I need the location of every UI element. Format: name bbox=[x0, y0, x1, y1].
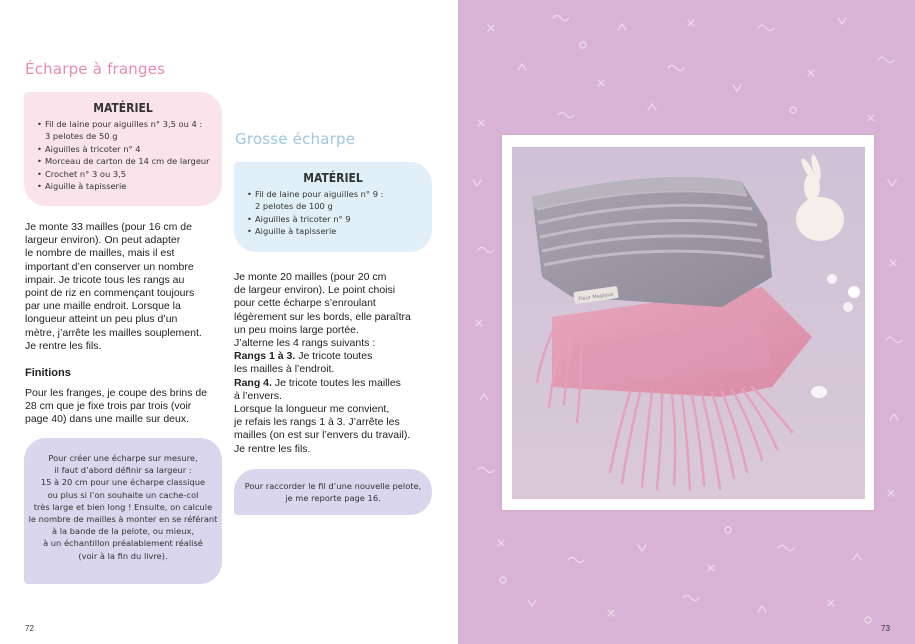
tip-box-new-ball bbox=[234, 469, 432, 515]
instructions-franges bbox=[25, 221, 220, 353]
text-line: un peu moins large portée. bbox=[234, 323, 359, 336]
yarn-label: Fleur Magique bbox=[578, 291, 615, 303]
materials-item: • Aiguille à tapisserie bbox=[247, 225, 432, 237]
page-number-left: 72 bbox=[25, 624, 34, 633]
materials-item: • Fil de laine pour aiguilles n° 3,5 ou 4 : 3 pelotes de 50 g bbox=[37, 118, 222, 143]
scarves-illustration bbox=[512, 147, 865, 499]
materials-box-grosse bbox=[234, 162, 432, 252]
text-line: largeur environ). On peut adapter bbox=[25, 234, 181, 247]
text-line: longueur atteint un peu plus d’un bbox=[25, 313, 178, 326]
text-line: Pour les franges, je coupe des brins de bbox=[25, 387, 208, 399]
materials-item: • Aiguilles à tricoter n° 4 bbox=[37, 143, 222, 155]
tip-line: 15 à 20 cm pour une écharpe classique bbox=[40, 477, 206, 488]
materials-item: • Crochet n° 3 ou 3,5 bbox=[37, 168, 222, 180]
text-line: le nombre de mailles, mais il est bbox=[25, 247, 175, 260]
text-line: J’alterne les 4 rangs suivants : bbox=[234, 337, 376, 350]
tip-line: à un échantillon préalablement réalisé bbox=[43, 538, 203, 549]
materials-item: • Aiguilles à tricoter n° 9 bbox=[247, 213, 432, 225]
tip-line: le nombre de mailles à monter en se référant bbox=[28, 514, 218, 525]
materials-item: • Fil de laine pour aiguilles n° 9 : 2 pelotes de 100 g bbox=[247, 188, 432, 213]
text-line: Je rentre les fils. bbox=[234, 442, 311, 455]
text-line: Rangs 1 à 3. Je tricote toutes bbox=[234, 350, 373, 363]
section-title-echarpe-a-franges: Écharpe à franges bbox=[25, 60, 166, 78]
text-line: page 40) dans une maille sur deux. bbox=[25, 413, 190, 426]
page-number-right: 73 bbox=[881, 624, 890, 633]
text-line: de largeur environ). Le point choisi bbox=[234, 284, 396, 297]
section-title-grosse-echarpe: Grosse écharpe bbox=[235, 130, 356, 148]
text-line: pour cette écharpe s’enroulant bbox=[234, 297, 376, 310]
finitions-heading: Finitions bbox=[25, 367, 71, 379]
text-line: Je monte 33 mailles (pour 16 cm de bbox=[25, 221, 192, 233]
text-line: impair. Je tricote tous les rangs au bbox=[25, 273, 185, 286]
text-line: je refais les rangs 1 à 3. J’arrête les bbox=[234, 416, 400, 429]
materials-title: MATÉRIEL bbox=[303, 171, 363, 185]
materials-title: MATÉRIEL bbox=[93, 101, 153, 115]
tip-line: il faut d’abord définir sa largeur : bbox=[54, 465, 192, 476]
materials-box-franges bbox=[24, 92, 222, 206]
tip-line: à la bande de la pelote, ou mieux, bbox=[51, 526, 195, 537]
materials-item: • Morceau de carton de 14 cm de largeur bbox=[37, 155, 222, 167]
materials-list bbox=[234, 188, 432, 238]
text-line: légèrement sur les bords, elle paraîtra bbox=[234, 310, 411, 323]
text-line: point de riz en commençant toujours bbox=[25, 287, 195, 300]
tip-box-sizing bbox=[24, 438, 222, 584]
tip-line: Pour raccorder le fil d’une nouvelle pelote, bbox=[244, 481, 422, 491]
tip-line: Pour créer une écharpe sur mesure, bbox=[48, 453, 198, 463]
text-line: mailles (on est sur l’envers du travail). bbox=[234, 429, 411, 442]
tip-line: je me reporte page 16. bbox=[285, 493, 381, 504]
text-line: par une maille endroit. Lorsque la bbox=[25, 300, 181, 313]
scarves-photo bbox=[512, 147, 865, 499]
materials-list bbox=[24, 118, 222, 192]
text-line: Lorsque la longueur me convient, bbox=[234, 403, 390, 416]
text-line: 28 cm que je fixe trois par trois (voir bbox=[25, 400, 192, 413]
tip-line: très large et bien long ! Ensuite, on calcule bbox=[33, 501, 213, 512]
tip-line: ou plus si l’on souhaite un cache-col bbox=[47, 489, 199, 500]
text-line: Je rentre les fils. bbox=[25, 339, 102, 352]
instructions-grosse bbox=[234, 271, 434, 456]
tip-line: (voir à la fin du livre). bbox=[78, 550, 168, 561]
text-line: Je monte 20 mailles (pour 20 cm bbox=[234, 271, 387, 283]
text-line: Rang 4. Je tricote toutes les mailles bbox=[234, 376, 401, 389]
text-line: important d’en conserver un nombre bbox=[25, 260, 194, 273]
finitions-text bbox=[25, 387, 225, 427]
text-line: les mailles à l’endroit. bbox=[234, 363, 335, 376]
text-line: à l’envers. bbox=[234, 389, 282, 402]
text-line: mètre, j’arrête les mailles souplement. bbox=[25, 326, 202, 339]
materials-item: • Aiguille à tapisserie bbox=[37, 180, 222, 192]
